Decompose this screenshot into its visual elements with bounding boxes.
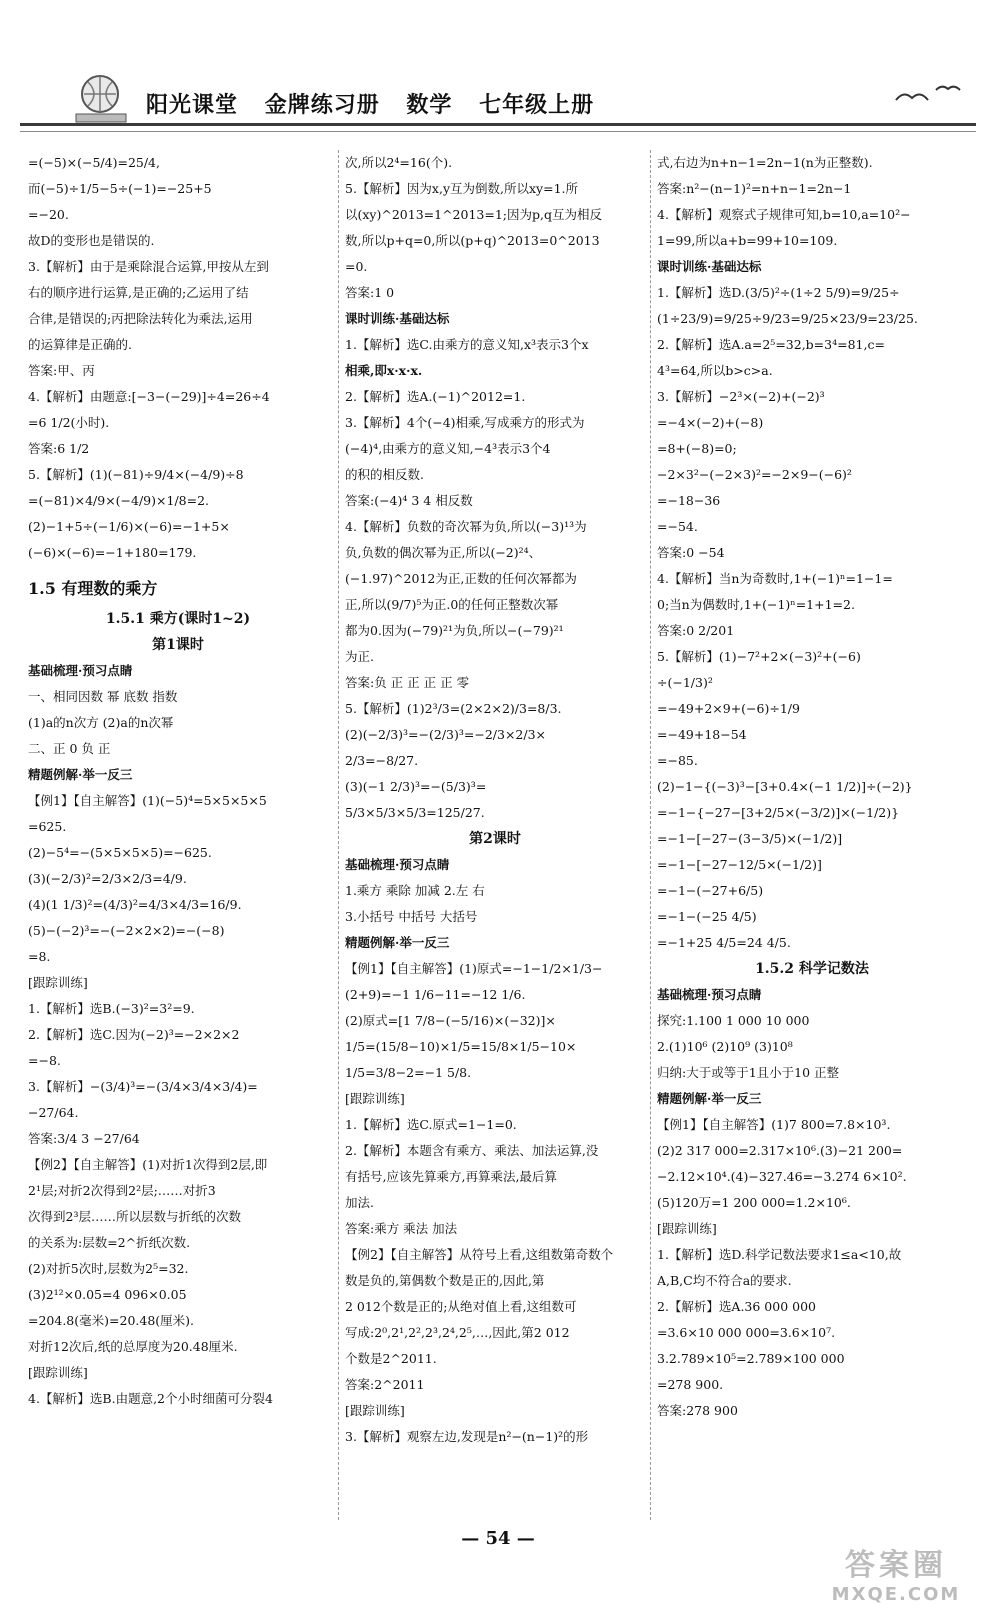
answer-line: =8. [28,949,51,964]
answer-line: [跟踪训练] [28,975,88,990]
answer-line: (−4)⁴,由乘方的意义知,−4³表示3个4 [345,441,551,456]
answer-line: 答案:n²−(n−1)²=n+n−1=2n−1 [657,181,852,196]
answer-line: 一、相同因数 幂 底数 指数 [28,689,178,704]
answer-line: =3.6×10 000 000=3.6×10⁷. [657,1325,836,1340]
answer-line: =−54. [657,519,698,534]
answer-line: 1.【解析】选B.(−3)²=3²=9. [28,1001,195,1016]
answer-line: 【例1】【自主解答】(1)7 800=7.8×10³. [657,1117,891,1132]
answer-line: 答案:278 900 [657,1403,738,1418]
answer-line: 5.【解析】(1)(−81)÷9/4×(−4/9)÷8 [28,467,244,482]
answer-line: 的运算律是正确的. [28,337,132,352]
answer-line: 答案:0 2/201 [657,623,735,638]
answer-line: (5)−(−2)³=−(−2×2×2)=−(−8) [28,923,225,938]
answer-line: 合律,是错误的;丙把除法转化为乘法,运用 [28,311,253,326]
answer-line: (2)(−2/3)³=−(2/3)³=−2/3×2/3× [345,727,547,742]
answer-line: (2)2 317 000=2.317×10⁶.(3)−21 200= [657,1143,903,1158]
answer-line: 【例2】【自主解答】(1)对折1次得到2层,即 [28,1157,268,1172]
answer-line: 归纳:大于或等于1且小于10 正整 [657,1065,840,1080]
answer-line: 答案:6 1/2 [28,441,90,456]
answer-line: =−49+18−54 [657,727,747,742]
answer-line: 答案:0 −54 [657,545,725,560]
answer-line: (2)−1−{(−3)³−[3+0.4×(−1 1/2)]÷(−2)} [657,779,913,794]
answer-line: 以(xy)^2013=1^2013=1;因为p,q互为相反 [345,207,602,222]
answer-line: 1.【解析】选C.由乘方的意义知,x³表示3个x [345,337,589,352]
answer-line: 5.【解析】因为x,y互为倒数,所以xy=1.所 [345,181,578,196]
answer-line: 为正. [345,649,374,664]
answer-line: =−18−36 [657,493,721,508]
answer-line: =−1−(−27+6/5) [657,883,764,898]
answer-line: 4.【解析】负数的奇次幂为负,所以(−3)¹³为 [345,519,587,534]
answer-line: 答案:乘方 乘法 加法 [345,1221,458,1236]
subject-name: 数学 [406,93,453,118]
answer-line: 1.乘方 乘除 加减 2.左 右 [345,883,485,898]
watermark-text: 答案圈 [845,1548,947,1583]
answer-line: (2)−5⁴=−(5×5×5×5)=−625. [28,845,212,860]
answer-line: (4)(1 1/3)²=(4/3)²=4/3×4/3=16/9. [28,897,242,912]
answer-line: 的积的相反数. [345,467,424,482]
answer-line: =−1−{−27−[3+2/5×(−3/2)]×(−1/2)} [657,805,900,820]
answer-line: =−1−[−27−12/5×(−1/2)] [657,857,822,872]
answer-line: 4.【解析】观察式子规律可知,b=10,a=10²− [657,207,911,222]
answer-line: −2×3²−(−2×3)²=−2×9−(−6)² [657,467,852,482]
answer-line: 2.【解析】选A.a=2⁵=32,b=3⁴=81,c= [657,337,885,352]
series-name: 阳光课堂 [146,93,239,118]
answer-line: 课时训练·基础达标 [345,311,450,326]
answer-line: 1/5=(15/8−10)×1/5=15/8×1/5−10× [345,1039,577,1054]
answer-line: 第1课时 [152,637,204,653]
answer-line: 负,负数的偶次幂为正,所以(−2)²⁴、 [345,545,542,560]
answer-line: 数是负的,第偶数个数是正的,因此,第 [345,1273,545,1288]
answer-line: 故D的变形也是错误的. [28,233,155,248]
answer-line: 2.【解析】选C.因为(−2)³=−2×2×2 [28,1027,240,1042]
answer-line: (3)(−1 2/3)³=−(5/3)³= [345,779,487,794]
answer-line: 1.【解析】选C.原式=1−1=0. [345,1117,517,1132]
answer-line: 2 012个数是正的;从绝对值上看,这组数可 [345,1299,577,1314]
page-header [20,70,976,132]
answer-column-left [28,150,328,1520]
answer-line: =−1−[−27−(3−3/5)×(−1/2)] [657,831,843,846]
answer-line: 【例1】【自主解答】(1)(−5)⁴=5×5×5×5 [28,793,267,808]
answer-line: 3.【解析】观察左边,发现是n²−(n−1)²的形 [345,1429,589,1444]
answer-line: (2)对折5次时,层数为2⁵=32. [28,1261,189,1276]
answer-line: ÷(−1/3)² [657,675,713,690]
answer-line: =−4×(−2)+(−8) [657,415,764,430]
answer-line: 4.【解析】由题意:[−3−(−29)]÷4=26÷4 [28,389,270,404]
book-name: 金牌练习册 [264,93,380,118]
answer-line: 5/3×5/3×5/3=125/27. [345,805,485,820]
answer-column-middle [338,150,645,1520]
answer-line: (3)2¹²×0.05=4 096×0.05 [28,1287,187,1302]
answer-line: =−20. [28,207,69,222]
answer-line: 答案:1 0 [345,285,395,300]
answer-line: =0. [345,259,368,274]
page-number: — 54 — [461,1528,535,1549]
answer-line: 2¹层;对折2次得到2²层;……对折3 [28,1183,216,1198]
answer-line: 基础梳理·预习点睛 [345,857,450,872]
answer-line: 5.【解析】(1)−7²+2×(−3)²+(−6) [657,649,861,664]
answer-line: =−49+2×9+(−6)÷1/9 [657,701,800,716]
answer-line: 答案:(−4)⁴ 3 4 相反数 [345,493,473,508]
answer-line: =8+(−8)=0; [657,441,737,456]
answer-line: 次,所以2⁴=16(个). [345,155,453,170]
answer-line: 2.(1)10⁶ (2)10⁹ (3)10⁸ [657,1039,793,1054]
answer-line: 加法. [345,1195,374,1210]
answer-line: 0;当n为偶数时,1+(−1)ⁿ=1+1=2. [657,597,855,612]
answer-line: 3.小括号 中括号 大括号 [345,909,478,924]
answer-line: 答案:2^2011 [345,1377,425,1392]
answer-line: 【例1】【自主解答】(1)原式=−1−1/2×1/3− [345,961,603,976]
answer-column-right [650,150,967,1520]
answer-line: 答案:负 正 正 正 正 零 [345,675,470,690]
answer-line: 2/3=−8/27. [345,753,419,768]
answer-line: 精题例解·举一反三 [28,767,133,782]
answer-line: −27/64. [28,1105,79,1120]
answer-line: 数,所以p+q=0,所以(p+q)^2013=0^2013 [345,233,600,248]
header-title [146,88,612,119]
answer-line: 课时训练·基础达标 [657,259,762,274]
answer-line: (3)(−2/3)²=2/3×2/3=4/9. [28,871,187,886]
globe-logo-icon [66,70,138,126]
watermark-url: MXQE.COM [831,1584,961,1605]
answer-line: 1.5 有理数的乘方 [28,579,158,598]
answer-line: 3.【解析】4个(−4)相乘,写成乘方的形式为 [345,415,585,430]
answer-line: 精题例解·举一反三 [657,1091,762,1106]
answer-line: (−6)×(−6)=−1+180=179. [28,545,197,560]
answer-line: =−85. [657,753,698,768]
answer-line: 都为0.因为(−79)²¹为负,所以−(−79)²¹ [345,623,564,638]
answer-line: 2.【解析】选A.(−1)^2012=1. [345,389,526,404]
answer-line: =(−5)×(−5/4)=25/4, [28,155,160,170]
answer-line: [跟踪训练] [345,1091,405,1106]
answer-line: 1/5=3/8−2=−1 5/8. [345,1065,472,1080]
answer-line: 而(−5)÷1/5−5÷(−1)=−25+5 [28,181,212,196]
answer-line: 2.【解析】选A.36 000 000 [657,1299,816,1314]
answer-line: 正,所以(9/7)⁵为正.0的任何正整数次幂 [345,597,559,612]
answer-line: 1.5.2 科学记数法 [755,961,869,977]
answer-line: 4.【解析】当n为奇数时,1+(−1)ⁿ=1−1= [657,571,893,586]
answer-line: =625. [28,819,67,834]
answer-line: 二、正 0 负 正 [28,741,111,756]
grade-name: 七年级上册 [479,93,595,118]
answer-line: 【例2】【自主解答】从符号上看,这组数第奇数个 [345,1247,614,1262]
answer-line: 4.【解析】选B.由题意,2个小时细菌可分裂4 [28,1391,273,1406]
answer-line: 对折12次后,纸的总厚度为20.48厘米. [28,1339,238,1354]
answer-line: =−8. [28,1053,61,1068]
watermark-logo [816,1540,976,1605]
answer-line: 1.【解析】选D.(3/5)²÷(1÷2 5/9)=9/25÷ [657,285,900,300]
answer-line: 3.【解析】−(3/4)³=−(3/4×3/4×3/4)= [28,1079,258,1094]
answer-line: 相乘,即x·x·x. [345,363,423,378]
answer-line: A,B,C均不符合a的要求. [657,1273,792,1288]
answer-line: [跟踪训练] [657,1221,717,1236]
answer-line: =−1−(−25 4/5) [657,909,757,924]
answer-line: 第2课时 [469,831,521,847]
answer-line: −2.12×10⁴.(4)−327.46=−3.274 6×10². [657,1169,907,1184]
answer-line: 1.5.1 乘方(课时1~2) [105,611,251,627]
answer-line: 有括号,应该先算乘方,再算乘法,最后算 [345,1169,557,1184]
answer-line: 写成:2⁰,2¹,2²,2³,2⁴,2⁵,…,因此,第2 012 [345,1325,570,1340]
header-rule-thin [20,131,976,132]
answer-line: (2+9)=−1 1/6−11=−12 1/6. [345,987,526,1002]
answer-line: 2.【解析】本题含有乘方、乘法、加法运算,没 [345,1143,599,1158]
answer-line: (1÷23/9)=9/25÷9/23=9/25×23/9=23/25. [657,311,918,326]
answer-line: (5)120万=1 200 000=1.2×10⁶. [657,1195,851,1210]
answer-line: (2)原式=[1 7/8−(−5/16)×(−32)]× [345,1013,556,1028]
answer-line: 4³=64,所以b>c>a. [657,363,773,378]
answer-line: 3.2.789×10⁵=2.789×100 000 [657,1351,845,1366]
answer-line: 精题例解·举一反三 [345,935,450,950]
answer-line: [跟踪训练] [345,1403,405,1418]
answer-line: 右的顺序进行运算,是正确的;乙运用了结 [28,285,249,300]
answer-line: [跟踪训练] [28,1365,88,1380]
answer-line: (1)a的n次方 (2)a的n次幂 [28,715,174,730]
answer-line: 答案:甲、丙 [28,363,95,378]
birds-icon [886,80,966,120]
answer-line: 3.【解析】由于是乘除混合运算,甲按从左到 [28,259,269,274]
answer-line: 5.【解析】(1)2³/3=(2×2×2)/3=8/3. [345,701,562,716]
answer-line: (−1.97)^2012为正,正数的任何次幂都为 [345,571,577,586]
answer-line: 的关系为:层数=2^折纸次数. [28,1235,191,1250]
answer-line: 次得到2³层……所以层数与折纸的次数 [28,1209,241,1224]
answer-line: 基础梳理·预习点睛 [657,987,762,1002]
answer-line: =(−81)×4/9×(−4/9)×1/8=2. [28,493,210,508]
answer-line: 基础梳理·预习点睛 [28,663,133,678]
answer-line: 3.【解析】−2³×(−2)+(−2)³ [657,389,825,404]
answer-line: =278 900. [657,1377,724,1392]
answer-line: =−1+25 4/5=24 4/5. [657,935,791,950]
answer-line: 答案:3/4 3 −27/64 [28,1131,140,1146]
header-rule [20,123,976,126]
answer-line: 1.【解析】选D.科学记数法要求1≤a<10,故 [657,1247,902,1262]
answer-line: 个数是2^2011. [345,1351,437,1366]
answer-line: 1=99,所以a+b=99+10=109. [657,233,838,248]
answer-line: =204.8(毫米)=20.48(厘米). [28,1313,194,1328]
answer-line: 式,右边为n+n−1=2n−1(n为正整数). [657,155,873,170]
answer-line: (2)−1+5÷(−1/6)×(−6)=−1+5× [28,519,230,534]
answer-line: =6 1/2(小时). [28,415,110,430]
answer-line: 探究:1.100 1 000 10 000 [657,1013,810,1028]
